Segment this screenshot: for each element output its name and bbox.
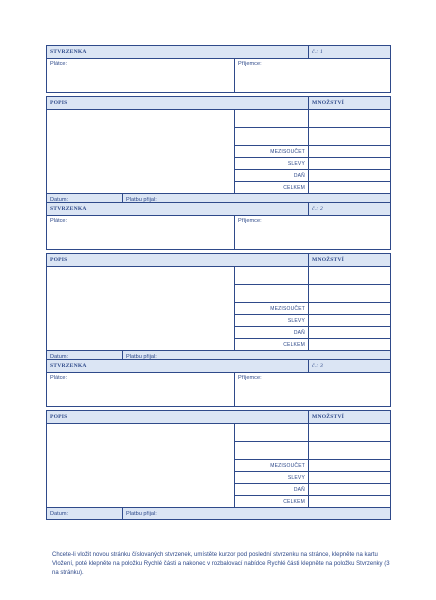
- description-header: POPIS: [47, 411, 309, 424]
- quantity-header: MNOŽSTVÍ: [309, 97, 391, 110]
- subtotal-value[interactable]: [309, 460, 391, 472]
- total-value[interactable]: [309, 496, 391, 508]
- receipt-form: [46, 202, 390, 363]
- total-label: CELKEM: [235, 339, 309, 351]
- description-cell[interactable]: [235, 285, 309, 303]
- quantity-cell[interactable]: [309, 267, 391, 285]
- date-field[interactable]: [47, 508, 123, 520]
- recipient-label: Příjemce:: [238, 61, 262, 67]
- receipt-table: [46, 45, 391, 206]
- description-area[interactable]: [47, 424, 235, 508]
- discounts-label: SLEVY: [235, 315, 309, 327]
- description-cell[interactable]: [235, 110, 309, 128]
- receipt-number-value: 2: [319, 206, 323, 212]
- description-cell[interactable]: [235, 424, 309, 442]
- tax-label: DAŇ: [235, 327, 309, 339]
- quantity-cell[interactable]: [309, 285, 391, 303]
- description-cell[interactable]: [235, 267, 309, 285]
- subtotal-label: MEZISOUČET: [235, 146, 309, 158]
- receipt-title: STVRZENKA: [47, 360, 309, 373]
- payment-received-label: Platbu přijal:: [126, 510, 157, 517]
- total-value[interactable]: [309, 182, 391, 194]
- subtotal-value[interactable]: [309, 146, 391, 158]
- description-header: POPIS: [47, 97, 309, 110]
- tax-label: DAŇ: [235, 170, 309, 182]
- discounts-value[interactable]: [309, 158, 391, 170]
- payer-label: Plátce:: [50, 61, 68, 67]
- recipient-field[interactable]: [235, 59, 391, 93]
- payer-field[interactable]: [47, 59, 235, 93]
- instruction-note: Chcete-li vložit novou stránku číslovaných stvrzenek, umístěte kurzor pod poslední stvrzenku na stránce, klepněte na kartu Vložení, poté klepněte na položku Rychlé části a nakonec v rozbalovací nabídce Rychlé části klepněte na položku Stvrzenky (3 na stránku).: [52, 552, 390, 576]
- quantity-cell[interactable]: [309, 424, 391, 442]
- quantity-cell[interactable]: [309, 128, 391, 146]
- date-label: Datum:: [50, 196, 69, 203]
- description-cell[interactable]: [235, 128, 309, 146]
- recipient-field[interactable]: [235, 373, 391, 407]
- discounts-label: SLEVY: [235, 472, 309, 484]
- tax-value[interactable]: [309, 170, 391, 182]
- total-value[interactable]: [309, 339, 391, 351]
- receipt-table: [46, 359, 391, 520]
- payer-field[interactable]: [47, 216, 235, 250]
- subtotal-label: MEZISOUČET: [235, 303, 309, 315]
- discounts-label: SLEVY: [235, 158, 309, 170]
- total-label: CELKEM: [235, 182, 309, 194]
- payment-received-field[interactable]: [123, 508, 391, 520]
- description-area[interactable]: [47, 110, 235, 194]
- recipient-label: Příjemce:: [238, 218, 262, 224]
- date-label: Datum:: [50, 353, 69, 360]
- payer-label: Plátce:: [50, 218, 68, 224]
- receipt-number: č.: 1: [309, 46, 391, 59]
- receipt-number-value: 1: [319, 49, 323, 55]
- quantity-header: MNOŽSTVÍ: [309, 254, 391, 267]
- recipient-field[interactable]: [235, 216, 391, 250]
- tax-value[interactable]: [309, 484, 391, 496]
- discounts-value[interactable]: [309, 315, 391, 327]
- subtotal-label: MEZISOUČET: [235, 460, 309, 472]
- subtotal-value[interactable]: [309, 303, 391, 315]
- receipt-number-value: 3: [319, 363, 323, 369]
- payer-field[interactable]: [47, 373, 235, 407]
- description-area[interactable]: [47, 267, 235, 351]
- quantity-cell[interactable]: [309, 442, 391, 460]
- quantity-header: MNOŽSTVÍ: [309, 411, 391, 424]
- recipient-label: Příjemce:: [238, 375, 262, 381]
- description-header: POPIS: [47, 254, 309, 267]
- date-label: Datum:: [50, 510, 69, 517]
- payer-label: Plátce:: [50, 375, 68, 381]
- description-cell[interactable]: [235, 442, 309, 460]
- tax-label: DAŇ: [235, 484, 309, 496]
- tax-value[interactable]: [309, 327, 391, 339]
- receipt-title: STVRZENKA: [47, 203, 309, 216]
- receipt-number: č.: 3: [309, 360, 391, 373]
- total-label: CELKEM: [235, 496, 309, 508]
- discounts-value[interactable]: [309, 472, 391, 484]
- receipt-number: č.: 2: [309, 203, 391, 216]
- payment-received-label: Platbu přijal:: [126, 196, 157, 203]
- payment-received-label: Platbu přijal:: [126, 353, 157, 360]
- receipt-form: [46, 359, 390, 520]
- quantity-cell[interactable]: [309, 110, 391, 128]
- receipt-table: [46, 202, 391, 363]
- receipt-title: STVRZENKA: [47, 46, 309, 59]
- receipt-form: [46, 45, 390, 206]
